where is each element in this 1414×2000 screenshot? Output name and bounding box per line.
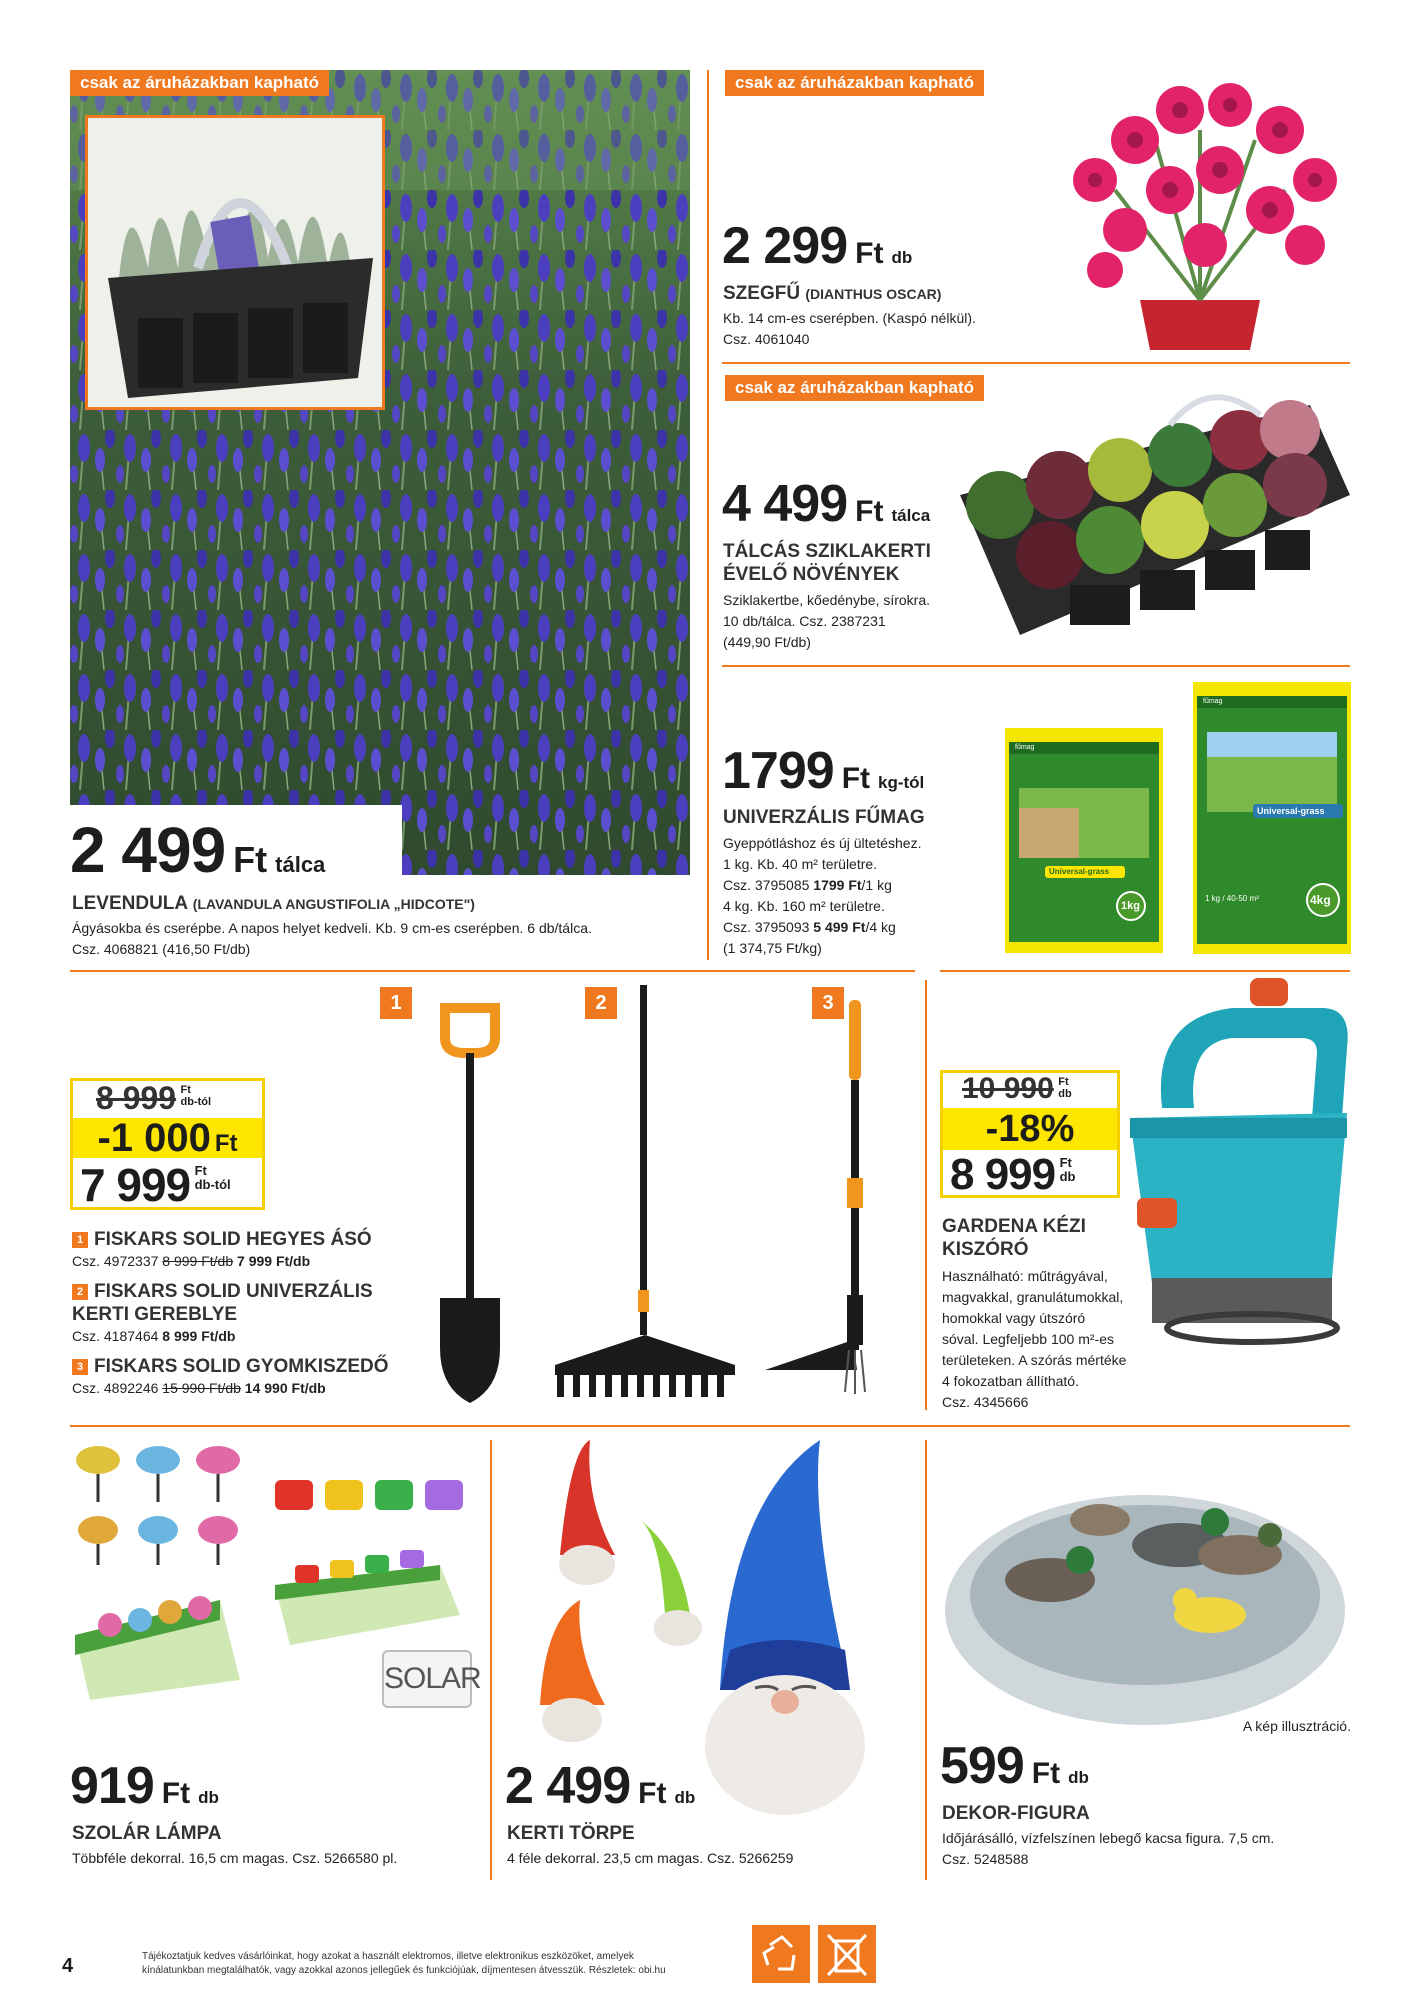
fiskars-item-2-title: 2 FISKARS SOLID UNIVERZÁLIS KERTI GEREBLYE	[72, 1281, 373, 1325]
grass-seed-bag-1kg	[1005, 728, 1163, 953]
gardena-title: GARDENA KÉZI KISZÓRÓ	[942, 1216, 1086, 1260]
duck-figure-image	[940, 1450, 1350, 1730]
gnome-price: 2 499 Ft db	[505, 1757, 696, 1815]
divider	[70, 1425, 1350, 1427]
duck-desc: Időjárásálló, vízfelszínen lebegő kacsa figura. 7,5 cm. Csz. 5248588	[942, 1830, 1275, 1867]
gardena-old-price: 10 990 Ft db	[962, 1072, 1072, 1105]
weee-bin-icon	[818, 1925, 876, 1983]
fiskars-discount: -1 000 Ft	[73, 1118, 262, 1158]
grass-bag-header: fűmag	[1015, 744, 1035, 751]
rockgarden-title: TÁLCÁS SZIKLAKERTI ÉVELŐ NÖVÉNYEK	[723, 541, 931, 585]
solar-tag: SOLAR	[382, 1650, 472, 1708]
lavender-tray-inset	[85, 115, 385, 410]
grass-bag-size: 4kg	[1310, 893, 1331, 907]
lavender-price: 2 499 Ft tálca	[70, 814, 326, 886]
gnome-desc: 4 féle dekorral. 23,5 cm magas. Csz. 5266259	[507, 1850, 794, 1866]
lavender-title: LEVENDULA (LAVANDULA ANGUSTIFOLIA „HIDCOTE")	[72, 893, 475, 914]
grass-bag-header: fűmag	[1203, 698, 1223, 705]
store-only-badge: csak az áruházakban kapható	[725, 375, 984, 401]
lavender-desc: Ágyásokba és cserépbe. A napos helyet kedveli. Kb. 9 cm-es cserépben. 6 db/tálca. Csz. 4068821 (416,50 Ft/db)	[72, 920, 592, 957]
gnome-title: KERTI TÖRPE	[507, 1823, 635, 1844]
rockgarden-desc: Sziklakertbe, kőedénybe, sírokra. 10 db/tálca. Csz. 2387231 (449,90 Ft/db)	[723, 592, 930, 650]
duck-illustration-note: A kép illusztráció.	[1242, 1718, 1351, 1734]
grass-bag-area: 1 kg / 40-50 m²	[1205, 894, 1259, 903]
grass-title: UNIVERZÁLIS FŰMAG	[723, 807, 925, 828]
divider	[925, 980, 927, 1410]
rockgarden-tray-photo	[960, 385, 1350, 645]
divider	[722, 362, 1350, 364]
grass-desc: Gyeppótláshoz és új ültetéshez. 1 kg. Kb. 40 m² területre. Csz. 3795085 1799 Ft/1 kg 4 kg. Kb. 160 m² területre. Csz. 3795093 5 499 Ft/4 kg (1 374,75 Ft/kg)	[723, 835, 922, 956]
solar-price: 919 Ft db	[70, 1757, 219, 1815]
solar-title: SZOLÁR LÁMPA	[72, 1823, 222, 1844]
page-number: 4	[62, 1955, 74, 1977]
carnation-price: 2 299 Ft db	[722, 217, 913, 275]
carnation-desc: Kb. 14 cm-es cserépben. (Kaspó nélkül). Csz. 4061040	[723, 310, 976, 347]
fiskars-rake-image	[545, 985, 745, 1400]
fiskars-old-price: 8 999 Ft db-tól	[96, 1080, 212, 1116]
gardena-spreader-image	[1122, 978, 1357, 1353]
divider	[70, 970, 915, 972]
grass-price: 1799 Ft kg-tól	[722, 742, 925, 800]
divider	[940, 970, 1350, 972]
duck-price: 599 Ft db	[940, 1737, 1089, 1795]
grass-bag-label: Universal-grass	[1049, 867, 1110, 876]
fiskars-new-price: 7 999 Ft db-tól	[80, 1159, 231, 1211]
fiskars-number-1: 1	[380, 987, 412, 1019]
grass-bag-label: Universal-grass	[1257, 806, 1325, 816]
fiskars-item-list	[72, 1228, 402, 1399]
grass-seed-bag-4kg	[1193, 682, 1351, 954]
fiskars-item-3-desc: Csz. 4892246 15 990 Ft/db 14 990 Ft/db	[72, 1380, 326, 1396]
footer-notice: Tájékoztatjuk kedves vásárlóinkat, hogy azokat a használt elektromos, illetve elektronikus eszközöket, amelyek kínálatunkban megtalálhatók, vagy azokkal azonos jellegűek és funkciójúak, díjmentesen átvesszük. Részletek: obi.hu	[142, 1951, 666, 1976]
store-only-badge: csak az áruházakban kapható	[725, 70, 984, 96]
fiskars-weeder-image	[765, 1000, 895, 1395]
grass-bag-size: 1kg	[1121, 900, 1140, 912]
fiskars-item-2-desc: Csz. 4187464 8 999 Ft/db	[72, 1328, 236, 1344]
gardena-discount: -18%	[943, 1108, 1117, 1150]
solar-desc: Többféle dekorral. 16,5 cm magas. Csz. 5266580 pl.	[72, 1850, 398, 1866]
fiskars-item-1-desc: Csz. 4972337 8 999 Ft/db 7 999 Ft/db	[72, 1253, 311, 1269]
fiskars-number-2: 2	[585, 987, 617, 1019]
fiskars-spade-image	[425, 998, 515, 1403]
recycling-icon	[752, 1925, 810, 1983]
gardena-new-price: 8 999 Ft db	[950, 1150, 1076, 1199]
rockgarden-price: 4 499 Ft tálca	[722, 475, 931, 533]
divider	[490, 1440, 492, 1880]
divider	[707, 70, 709, 960]
divider	[722, 665, 1350, 667]
store-only-badge: csak az áruházakban kapható	[70, 70, 329, 96]
fiskars-item-1-title: 1 FISKARS SOLID HEGYES ÁSÓ	[72, 1228, 402, 1251]
carnation-photo	[1055, 70, 1350, 355]
duck-title: DEKOR-FIGURA	[942, 1803, 1090, 1824]
gardena-desc: Használható: műtrágyával, magvakkal, granulátumokkal, homokkal vagy útszóró sóval. Legfeljebb 100 m²-es területeken. A szórás mértéke 4 fokozatban állítható. Csz. 4345666	[942, 1268, 1127, 1410]
carnation-title: SZEGFŰ (DIANTHUS OSCAR)	[723, 283, 942, 304]
fiskars-item-3-title: 3 FISKARS SOLID GYOMKISZEDŐ	[72, 1355, 402, 1378]
divider	[925, 1440, 927, 1880]
fiskars-number-3: 3	[812, 987, 844, 1019]
